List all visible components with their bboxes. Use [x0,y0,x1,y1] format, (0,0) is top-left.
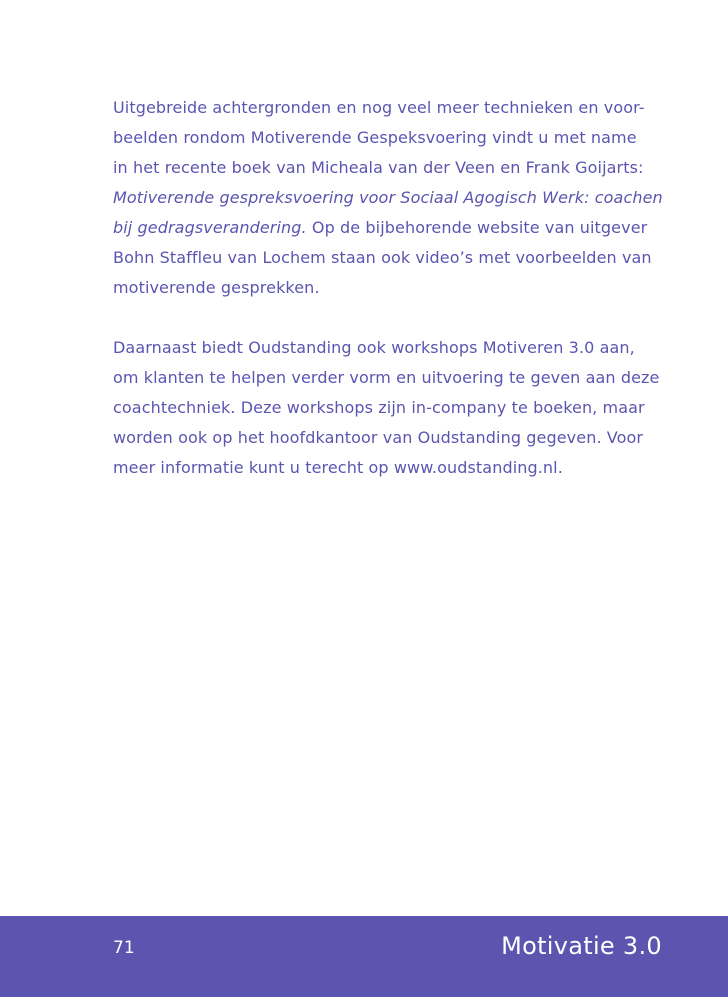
text-line: worden ook op het hoofdkantoor van Oudstanding gegeven. Voor [113,428,644,447]
text-line: meer informatie kunt u terecht op www.oudstanding.nl. [113,458,563,477]
page-number: 71 [113,938,135,958]
book-title-line: Motiverende gespreksvoering voor Sociaal Agogisch Werk: coachen [113,188,663,207]
text-line: om klanten te helpen verder vorm en uitvoering te geven aan deze [113,368,660,387]
text-segment: Op de bijbehorende website van uitgever [306,218,648,237]
text-line [113,213,683,243]
body-text [113,93,683,483]
text-line: Daarnaast biedt Oudstanding ook workshops Motiveren 3.0 aan, [113,338,635,357]
text-line: in het recente boek van Micheala van der Veen en Frank Goijarts: [113,158,644,177]
text-line: coachtechniek. Deze workshops zijn in-company te boeken, maar [113,398,645,417]
paragraph-references [113,93,683,303]
text-line: motiverende gesprekken. [113,278,320,297]
book-title-end: bij gedragsverandering. [113,218,307,237]
footer-title: Motivatie 3.0 [501,932,662,960]
text-line: beelden rondom Motiverende Gespeksvoering vindt u met name [113,128,637,147]
paragraph-workshops [113,333,683,483]
text-line: Bohn Staffleu van Lochem staan ook video’s met voorbeelden van [113,248,652,267]
text-line: Uitgebreide achtergronden en nog veel meer technieken en voor- [113,98,645,117]
page-footer [0,916,728,997]
